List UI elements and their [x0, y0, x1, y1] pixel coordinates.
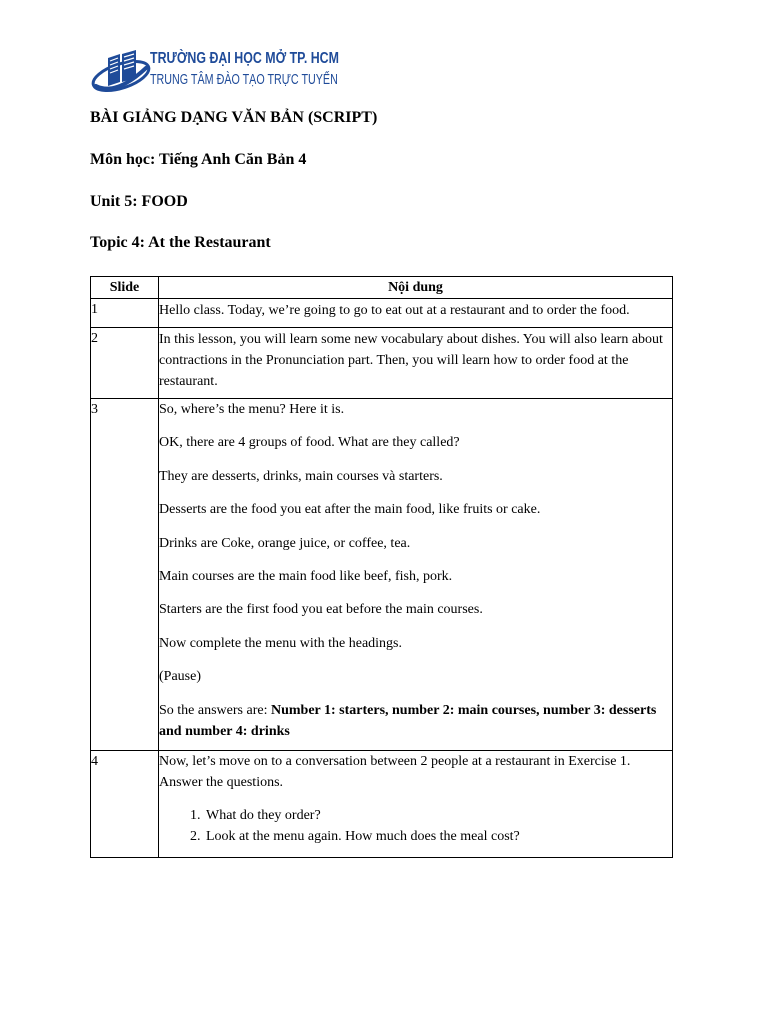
slide-content — [159, 299, 673, 328]
slide-number: 3 — [91, 399, 159, 751]
book-emblem-icon — [90, 46, 152, 98]
slide-content — [159, 328, 673, 399]
question-list — [159, 805, 672, 847]
script-table — [90, 276, 673, 858]
question-item: 1. What do they order? — [204, 805, 672, 826]
content-paragraph: OK, there are 4 groups of food. What are they called? — [159, 435, 460, 451]
answer-paragraph — [159, 700, 672, 742]
university-logo — [90, 44, 339, 100]
content-paragraph: Hello class. Today, we’re going to go to eat out at a restaurant and to order the food. — [159, 303, 630, 318]
content-paragraph: Main courses are the main food like beef, fish, pork. — [159, 568, 453, 584]
logo-center-name: TRUNG TÂM ĐÀO TẠO TRỰC TUYẾN — [150, 72, 338, 88]
answer-prefix: So the answers are: — [159, 702, 271, 718]
logo-university-name: TRƯỜNG ĐẠI HỌC MỞ TP. HCM — [150, 50, 339, 67]
unit-title: Unit 5: FOOD — [90, 193, 188, 210]
slide-content — [159, 750, 673, 857]
table-header-row — [91, 277, 673, 299]
slide-number: 4 — [91, 750, 159, 857]
content-paragraph: They are desserts, drinks, main courses và starters. — [159, 468, 443, 484]
table-row — [91, 750, 673, 857]
content-paragraph: Drinks are Coke, orange juice, or coffee, tea. — [159, 535, 411, 551]
slide-number: 2 — [91, 328, 159, 399]
topic-title: Topic 4: At the Restaurant — [90, 234, 271, 251]
question-item: 2. Look at the menu again. How much does the meal cost? — [204, 826, 672, 847]
content-paragraph: Now, let’s move on to a conversation between 2 people at a restaurant in Exercise 1. Answer the questions. — [159, 753, 631, 790]
document-title: BÀI GIẢNG DẠNG VĂN BẢN (SCRIPT) — [90, 109, 378, 126]
content-paragraph: Now complete the menu with the headings. — [159, 635, 402, 651]
header-slide: Slide — [91, 277, 159, 299]
content-paragraph: Desserts are the food you eat after the main food, like fruits or cake. — [159, 502, 541, 518]
table-row — [91, 399, 673, 751]
slide-content — [159, 399, 673, 751]
content-paragraph: So, where’s the menu? Here it is. — [159, 402, 345, 417]
answer-text: Number 1: starters, number 2: main courses, number 3: desserts and number 4: drinks — [159, 702, 657, 739]
content-paragraph: (Pause) — [159, 669, 201, 685]
header-content: Nội dung — [159, 277, 673, 299]
course-name: Môn học: Tiếng Anh Căn Bản 4 — [90, 151, 307, 168]
table-row — [91, 299, 673, 328]
content-paragraph: Starters are the first food you eat before the main courses. — [159, 602, 483, 618]
content-paragraph: In this lesson, you will learn some new vocabulary about dishes. You will also learn about contractions in the Pronunciation part. Then, you will learn how to order food at the restaurant. — [159, 332, 663, 389]
table-row — [91, 328, 673, 399]
slide-number: 1 — [91, 299, 159, 328]
